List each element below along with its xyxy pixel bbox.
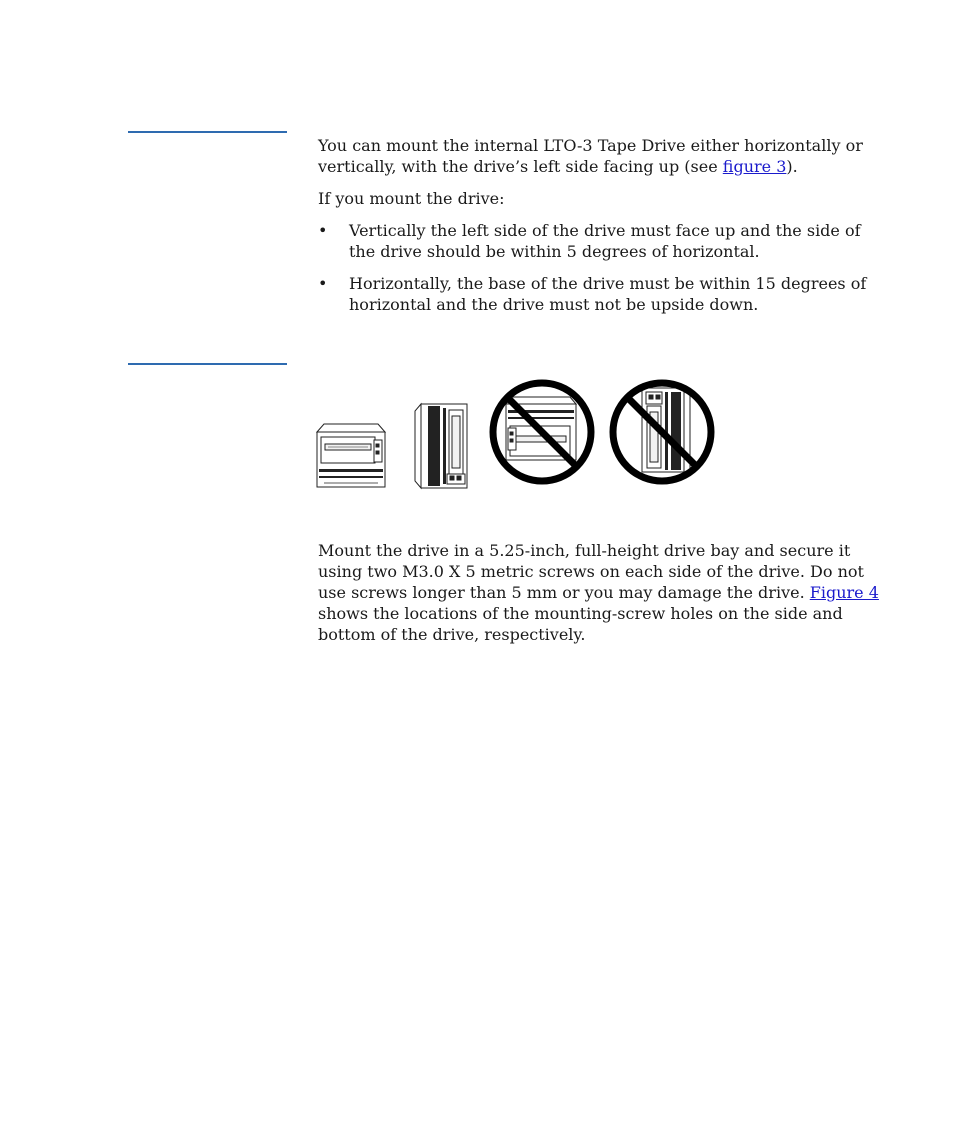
- list-item-vertical: • Vertically the left side of the drive must face up and the side of the drive should be within 5 degrees of horizontal.: [318, 220, 888, 262]
- orientation-section: [318, 135, 888, 315]
- orientation-lead: If you mount the drive:: [318, 189, 505, 208]
- figure-4-link[interactable]: Figure 4: [809, 583, 879, 602]
- mounting-section: [318, 540, 888, 645]
- section-rule-orientation: [128, 131, 287, 133]
- drive-upside-down-prohibited-icon: [493, 383, 591, 481]
- list-item-horizontal: • Horizontally, the base of the drive must be within 15 degrees of horizontal and the drive must not be upside down.: [318, 273, 888, 315]
- orientation-bullet-list: [318, 220, 888, 315]
- drive-orientation-figure: [316, 366, 718, 496]
- figure-3-link[interactable]: figure 3: [722, 157, 787, 176]
- drive-horizontal-correct-icon: [317, 424, 385, 487]
- mounting-paragraph: Mount the drive in a 5.25-inch, full-height drive bay and secure it using two M3.0 X 5 metric screws on each side of the drive. Do not use screws longer than 5 mm or you may damage the drive. Figure 4 shows the locations of the mounting-screw holes on the side and bottom of the drive, respectively.: [318, 541, 879, 644]
- section-rule-figure: [128, 363, 287, 365]
- drive-vertical-correct-icon: [415, 404, 467, 488]
- drive-vertical-wrong-side-prohibited-icon: [613, 383, 711, 481]
- orientation-intro: You can mount the internal LTO-3 Tape Drive either horizontally or vertically, with the drive’s left side facing up (see figure 3).: [318, 136, 863, 176]
